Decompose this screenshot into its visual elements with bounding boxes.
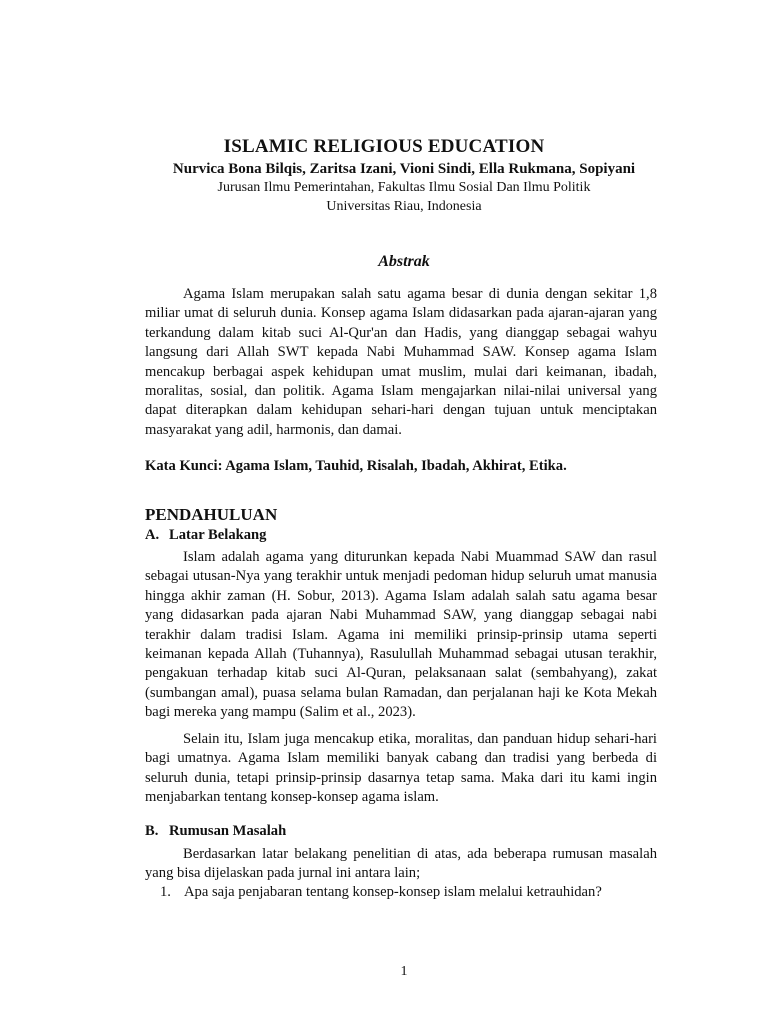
list-item-number: 1. [160,884,171,900]
list-item-text: Apa saja penjabaran tentang konsep-konsep islam melalui ketrauhidan? [184,884,602,900]
keywords: Kata Kunci: Agama Islam, Tauhid, Risalah, Ibadah, Akhirat, Etika. [145,458,567,474]
latar-belakang-paragraph-1: Islam adalah agama yang diturunkan kepada Nabi Muammad SAW dan rasul sebagai utusan-Nya yang terakhir untuk menjadi pedoman hidup seluruh umat manusia hingga akhir zaman (H. Sobur, 2013). Agama Islam adalah salah satu agama besar yang didasarkan pada ajaran Nabi Muhammad SAW, yang dianggap sebagai nabi terakhir dalam tradisi Islam. Agama ini memiliki prinsip-prinsip utama seperti keimanan kepada Allah (Tuhannya), Rasulullah Muhammad sebagai utusan terakhir, pengakuan terhadap kitab suci Al-Quran, pelaksanaan salat (sembahyang), zakat (sumbangan amal), puasa selama bulan Ramadan, dan perjalanan haji ke Kota Mekah bagi mereka yang mampu (Salim et al., 2023). [145,549,657,721]
subsection-heading-latar-belakang [145,527,266,544]
latar-belakang-paragraph-2: Selain itu, Islam juga mencakup etika, moralitas, dan panduan hidup sehari-hari bagi umatnya. Agama Islam memiliki banyak cabang dan tradisi yang berbeda di seluruh dunia, tetapi prinsip-prinsip dasarnya tetap sama. Maka dari itu kami ingin menjabarkan tentang konsep-konsep agama islam. [145,731,657,806]
rumusan-masalah-paragraph: Berdasarkan latar belakang penelitian di atas, ada beberapa rumusan masalah yang bisa dijelaskan pada jurnal ini antara lain; [145,846,657,882]
abstract-heading: Abstrak [378,253,430,270]
subsection-title: Latar Belakang [169,527,267,543]
author-list: Nurvica Bona Bilqis, Zaritsa Izani, Vioni Sindi, Ella Rukmana, Sopiyani [172,161,636,177]
affiliation-line-1: Jurusan Ilmu Pemerintahan, Fakultas Ilmu Sosial Dan Ilmu Politik [217,180,591,195]
affiliation-line-2: Universitas Riau, Indonesia [326,199,482,214]
page-number: 1 [400,964,408,979]
list-item [160,884,660,901]
paper-title: ISLAMIC RELIGIOUS EDUCATION [223,136,545,157]
abstract-body: Agama Islam merupakan salah satu agama besar di dunia dengan sekitar 1,8 miliar umat di seluruh dunia. Konsep agama Islam didasarkan pada ajaran-ajaran yang terkandung dalam kitab suci Al-Qur'an dan Hadis, yang dianggap sebagai wahyu langsung dari Allah SWT kepada Nabi Muhammad SAW. Konsep agama Islam mencakup berbagai aspek kehidupan umat muslim, mulai dari keimanan, ibadah, moralitas, sosial, dan politik. Agama Islam mengajarkan nilai-nilai universal yang dapat diterapkan dalam kehidupan sehari-hari dengan tujuan untuk menciptakan masyarakat yang adil, harmonis, dan damai. [145,286,657,438]
subsection-title: Rumusan Masalah [169,823,287,839]
subsection-number: B. [145,823,159,839]
subsection-number: A. [145,527,160,543]
section-heading-introduction: PENDAHULUAN [145,505,278,524]
subsection-heading-rumusan-masalah [145,823,286,840]
